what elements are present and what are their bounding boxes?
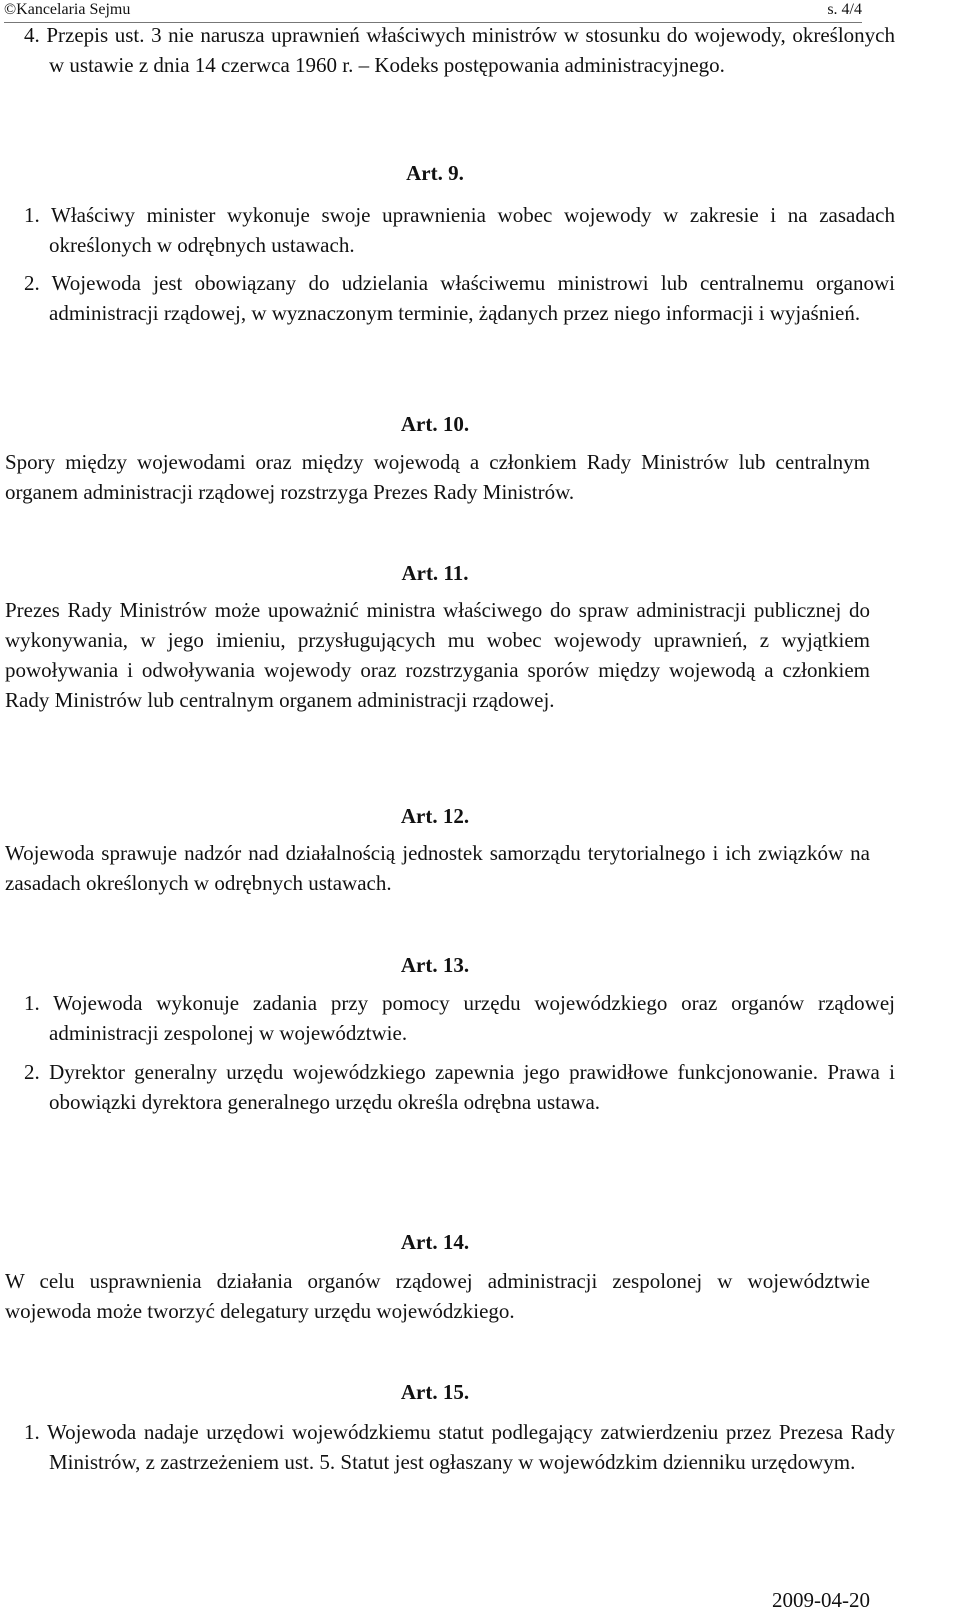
art13-ust-2: 2. Dyrektor generalny urzędu wojewódzkiego zapewnia jego prawidłowe funkcjonowanie. Prawa i obowiązki dyrektora generalnego urzędu określa odrębna ustawa.: [24, 1060, 895, 1114]
article-heading-15: Art. 15.: [400, 1380, 470, 1404]
art9-ust-2: 2. Wojewoda jest obowiązany do udzielania właściwemu ministrowi lub centralnemu organowi administracji rządowej, w wyznaczonym terminie, żądanych przez niego informacji i wyjaśnień.: [24, 271, 895, 325]
article-heading-13: Art. 13.: [400, 953, 470, 977]
art10-text: Spory między wojewodami oraz między wojewodą a członkiem Rady Ministrów lub centralnym organem administracji rządowej rozstrzyga Prezes Rady Ministrów.: [5, 450, 870, 504]
art13-ust-1: 1. Wojewoda wykonuje zadania przy pomocy urzędu wojewódzkiego oraz organów rządowej administracji zespolonej w województwie.: [24, 991, 895, 1045]
article-heading-12: Art. 12.: [400, 804, 470, 828]
footer-date: 2009-04-20: [772, 1588, 870, 1612]
article-heading-14: Art. 14.: [400, 1230, 470, 1254]
article-heading-9: Art. 9.: [406, 161, 464, 185]
art12-text: Wojewoda sprawuje nadzór nad działalnością jednostek samorządu terytorialnego i ich związków na zasadach określonych w odrębnych ustawach.: [5, 841, 870, 895]
header-source: ©Kancelaria Sejmu: [4, 1, 131, 18]
header-page-number: s. 4/4: [827, 1, 862, 18]
article-heading-10: Art. 10.: [400, 412, 470, 436]
article-heading-11: Art. 11.: [401, 561, 469, 585]
art14-text: W celu usprawnienia działania organów rządowej administracji zespolonej w województwie wojewoda może tworzyć delegatury urzędu wojewódzkiego.: [5, 1269, 870, 1323]
art11-text: Prezes Rady Ministrów może upoważnić ministra właściwego do spraw administracji publicznej do wykonywania, w jego imieniu, przysługujących mu wobec wojewody uprawnień, z wyjątkiem powoływania i odwoływania wojewody oraz rozstrzygania sporów między wojewodą a członkiem Rady Ministrów lub centralnym organem administracji rządowej.: [5, 598, 870, 712]
paragraph-ust-4: 4. Przepis ust. 3 nie narusza uprawnień właściwych ministrów w stosunku do wojewody, określonych w ustawie z dnia 14 czerwca 1960 r. – Kodeks postępowania administracyjnego.: [24, 23, 895, 77]
art15-ust-1: 1. Wojewoda nadaje urzędowi wojewódzkiemu statut podlegający zatwierdzeniu przez Prezesa Rady Ministrów, z zastrzeżeniem ust. 5. Statut jest ogłaszany w wojewódzkim dzienniku urzędowym.: [24, 1420, 895, 1474]
art9-ust-1: 1. Właściwy minister wykonuje swoje uprawnienia wobec wojewody w zakresie i na zasadach określonych w odrębnych ustawach.: [24, 203, 895, 257]
